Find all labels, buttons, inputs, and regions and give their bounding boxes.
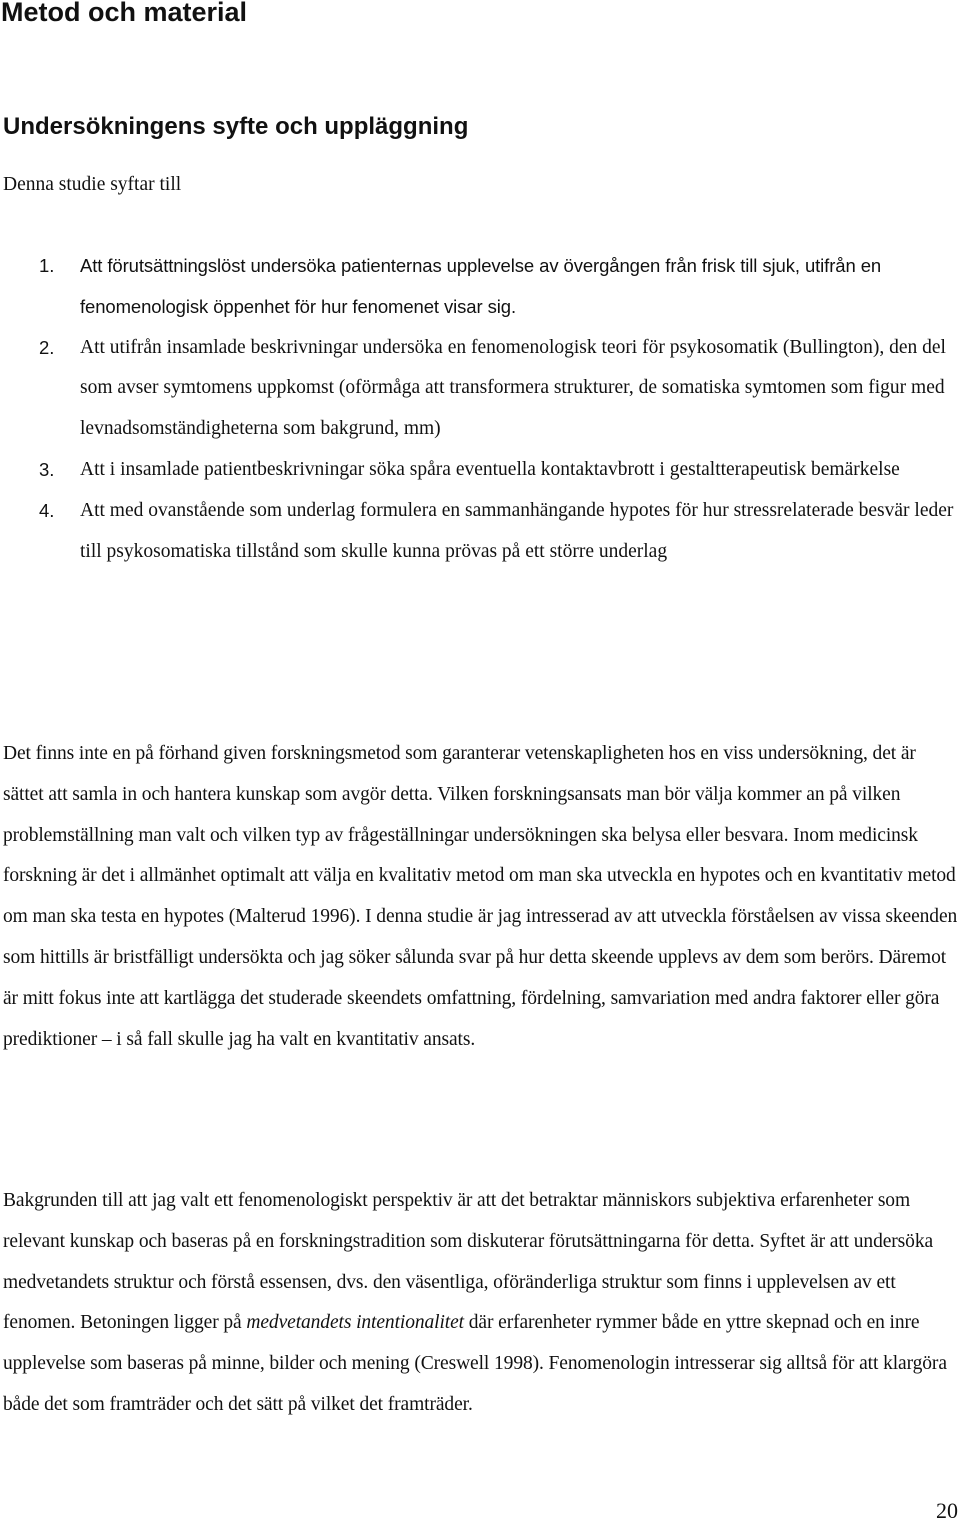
aim-text: Att i insamlade patientbeskrivningar söka spåra eventuella kontaktavbrott i gestaltterapeutisk bemärkelse [80,458,900,480]
aim-number: 3. [39,458,55,480]
intro-text: Denna studie syftar till [3,174,182,195]
aim-number: 1. [39,255,55,276]
aim-text: Att förutsättningslöst undersöka patienternas upplevelse av övergången från frisk till sjuk, utifrån en fenomenologisk öppenhet för hur fenomenet visar sig. [80,255,882,317]
aim-text: Att med ovanstående som underlag formulera en sammanhängande hypotes för hur stressrelaterade besvär leder till psykosomatiska tillstånd som skulle kunna prövas på ett större underlag [80,499,954,562]
body-paragraph-perspective [3,1181,958,1426]
body-paragraph-method: Det finns inte en på förhand given forskningsmetod som garanterar vetenskapligheten hos en viss undersökning, det är sättet att samla in och hantera kunskap som avgör detta. Vilken forskningsansats man bör välja kommer an på vilken problemställning man valt och vilken typ av frågeställningar undersökningen ska belysa eller besvara. Inom medicinsk forskning är det i allmänhet optimalt att välja en kvalitativ metod om man ska utveckla en hypotes och en kvantitativ metod om man ska testa en hypotes (Malterud 1996). I denna studie är jag intresserad av att utveckla förståelsen av vissa skeenden som hittills är bristfälligt undersökta och jag söker sålunda svar på hur detta skeende upplevs av dem som berörs. Däremot är mitt fokus inte att kartlägga det studerade skeendets omfattning, fördelning, samvariation med andra faktorer eller göra prediktioner – i så fall skulle jag ha valt en kvantitativ ansats. [3,743,958,1050]
aim-item [0,491,960,573]
aims-list [0,246,960,572]
aim-text: Att utifrån insamlade beskrivningar undersöka en fenomenologisk teori för psykosomatik (Bullington), den del som avser symtomens uppkomst (oförmåga att transformera strukturer, de somatiska symtomen som figur med levnadsomständigheterna som bakgrund, mm) [80,336,946,440]
emphasized-term: medvetandets intentionalitet [246,1312,464,1334]
aim-number: 2. [39,336,55,358]
aim-number: 4. [39,499,55,521]
paragraph-text: där erfarenheter rymmer både en yttre skepnad och en inre upplevelse som baseras på minne, bilder och mening (Creswell 1998). Fenomenologin intresserar sig alltså för att klargöra både det som framträder och det sätt på vilket det framträder. [3,1312,947,1415]
section-heading: Undersökningens syfte och uppläggning [3,113,469,140]
aim-item [0,450,960,491]
aim-item [0,328,960,450]
page-title: Metod och material [1,0,248,27]
aim-item [0,246,960,328]
paragraph-text: Bakgrunden till att jag valt ett fenomenologiskt perspektiv är att det betraktar människors subjektiva erfarenheter som relevant kunskap och baseras på en forskningstradition som diskuterar förutsättningarna för detta. Syftet är att undersöka medvetandets struktur och förstå essensen, dvs. den väsentliga, oföränderliga struktur som finns i upplevelsen av ett fenomen. Betoningen ligger på [3,1190,934,1334]
page-number: 20 [936,1498,958,1523]
